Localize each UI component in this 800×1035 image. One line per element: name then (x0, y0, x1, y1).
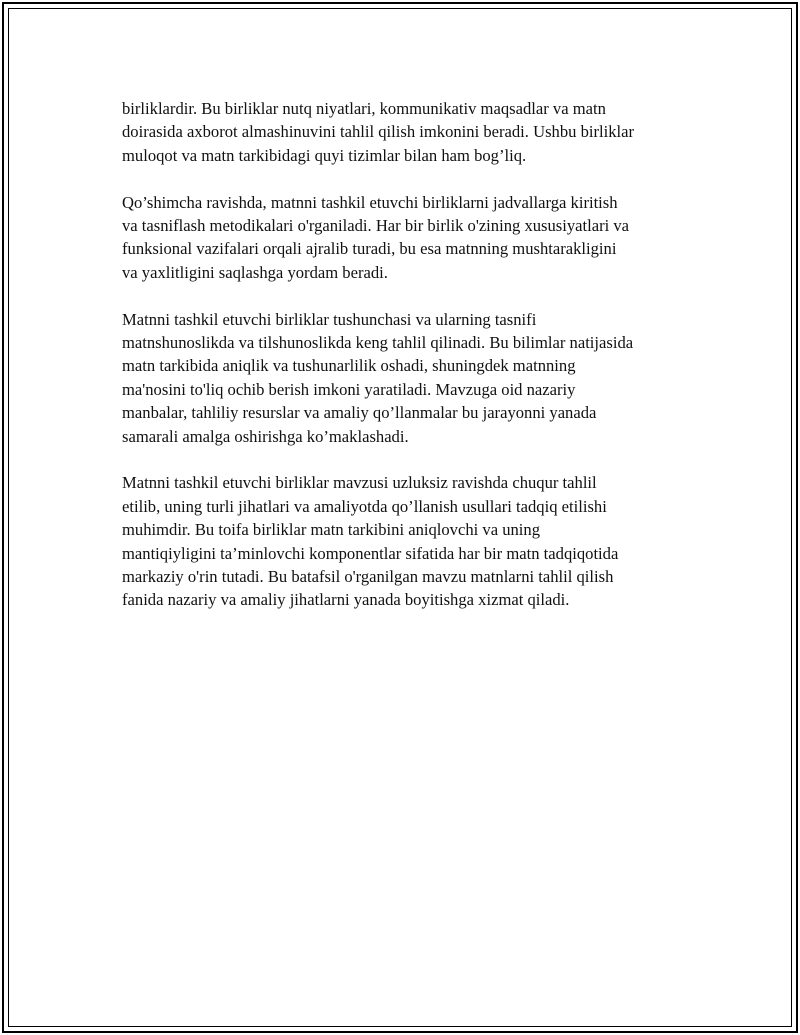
text-line: ma'nosini to'liq ochib berish imkoni yaratiladi. Mavzuga oid nazariy (122, 379, 576, 399)
text-line: fanida nazariy va amaliy jihatlarni yanada boyitishga xizmat qiladi. (122, 590, 570, 610)
text-line: doirasida axborot almashinuvini tahlil qilish imkonini beradi. Ushbu birliklar (122, 122, 635, 142)
text-line: muloqot va matn tarkibidagi quyi tizimlar bilan ham bog’liq. (122, 145, 527, 165)
paragraph-4 (122, 471, 702, 611)
paragraph-1 (122, 97, 702, 167)
paragraph-3 (122, 308, 702, 448)
text-line: muhimdir. Bu toifa birliklar matn tarkibini aniqlovchi va uning (122, 520, 541, 540)
text-line: funksional vazifalari orqali ajralib turadi, bu esa matnning mushtarakligini (122, 239, 617, 259)
text-line: mantiqiyligini ta’minlovchi komponentlar sifatida har bir matn tadqiqotida (122, 543, 619, 563)
text-line: va yaxlitligini saqlashga yordam beradi. (122, 262, 388, 282)
text-line: manbalar, tahliliy resurslar va amaliy qo’llanmalar bu jarayonni yanada (122, 403, 597, 423)
text-line: Qo’shimcha ravishda, matnni tashkil etuvchi birliklarni jadvallarga kiritish (122, 192, 618, 212)
text-line: birliklardir. Bu birliklar nutq niyatlari, kommunikativ maqsadlar va matn (122, 99, 606, 118)
text-line: va tasniflash metodikalari o'rganiladi. Har bir birlik o'zining xususiyatlari va (122, 216, 630, 236)
text-line: samarali amalga oshirishga ko’maklashadi. (122, 426, 409, 446)
text-line: matnshunoslikda va tilshunoslikda keng tahlil qilinadi. Bu bilimlar natijasida (122, 333, 634, 353)
text-line: etilib, uning turli jihatlari va amaliyotda qo’llanish usullari tadqiq etilishi (122, 496, 607, 516)
document-body (122, 97, 702, 635)
text-line: matn tarkibida aniqlik va tushunarlilik oshadi, shuningdek matnning (122, 356, 576, 376)
paragraph-2 (122, 191, 702, 285)
text-line: Matnni tashkil etuvchi birliklar tushunchasi va ularning tasnifi (122, 309, 537, 329)
page-frame (2, 2, 798, 1033)
text-line: markaziy o'rin tutadi. Bu batafsil o'rganilgan mavzu matnlarni tahlil qilish (122, 567, 614, 587)
text-line: Matnni tashkil etuvchi birliklar mavzusi uzluksiz ravishda chuqur tahlil (122, 473, 597, 493)
